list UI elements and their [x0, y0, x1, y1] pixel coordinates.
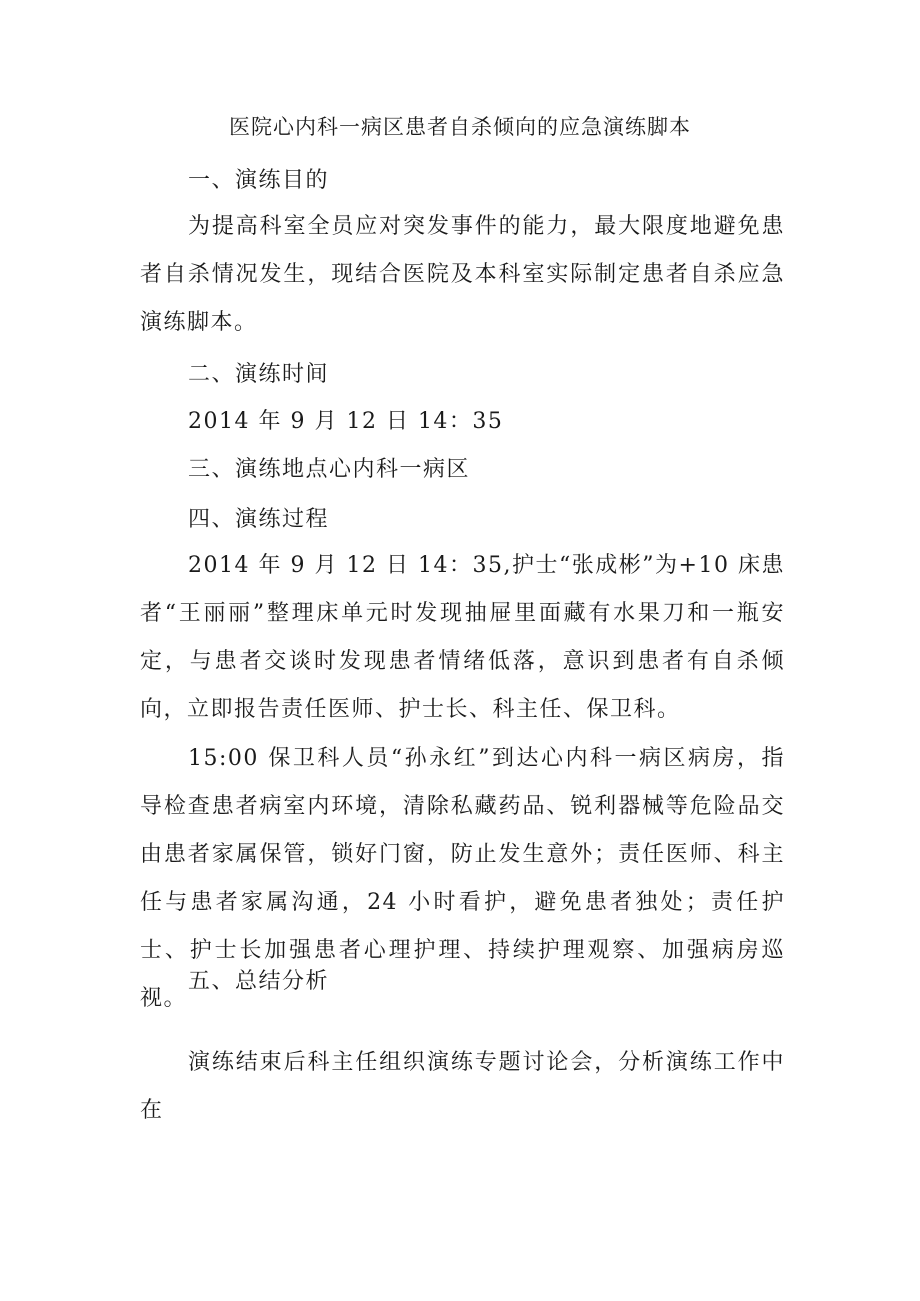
process-paragraph-1: 2014 年 9 月 12 日 14：35,护士“张成彬”为+10 床患者“王丽丽”整理床单元时发现抽屉里面藏有水果刀和一瓶安定，与患者交谈时发现患者情绪低落，意识到患者有自杀倾向，立即报告责任医师、护士长、科主任、保卫科。	[140, 553, 785, 722]
document-title: 医院心内科一病区患者自杀倾向的应急演练脚本	[229, 115, 691, 139]
section-heading-time: 二、演练时间	[188, 362, 330, 387]
section-heading-process: 四、演练过程	[188, 507, 330, 532]
section-heading-location: 三、演练地点心内科一病区	[188, 457, 471, 482]
section-heading-summary: 五、总结分析	[188, 969, 330, 994]
purpose-paragraph: 为提高科室全员应对突发事件的能力，最大限度地避免患者自杀情况发生，现结合医院及本科室实际制定患者自杀应急演练脚本。	[140, 214, 785, 335]
process-paragraph-2: 15:00 保卫科人员“孙永红”到达心内科一病区病房，指导检查患者病室内环境，清除私藏药品、锐利器械等危险品交由患者家属保管，锁好门窗，防止发生意外；责任医师、科主任与患者家属沟通，24 小时看护，避免患者独处；责任护士、护士长加强患者心理护理、持续护理观察、加强病房巡视。	[140, 746, 785, 1011]
drill-time-text: 2014 年 9 月 12 日 14：35	[188, 409, 504, 434]
section-heading-purpose: 一、演练目的	[188, 168, 330, 193]
summary-paragraph: 演练结束后科主任组织演练专题讨论会，分析演练工作中在	[140, 1050, 785, 1123]
